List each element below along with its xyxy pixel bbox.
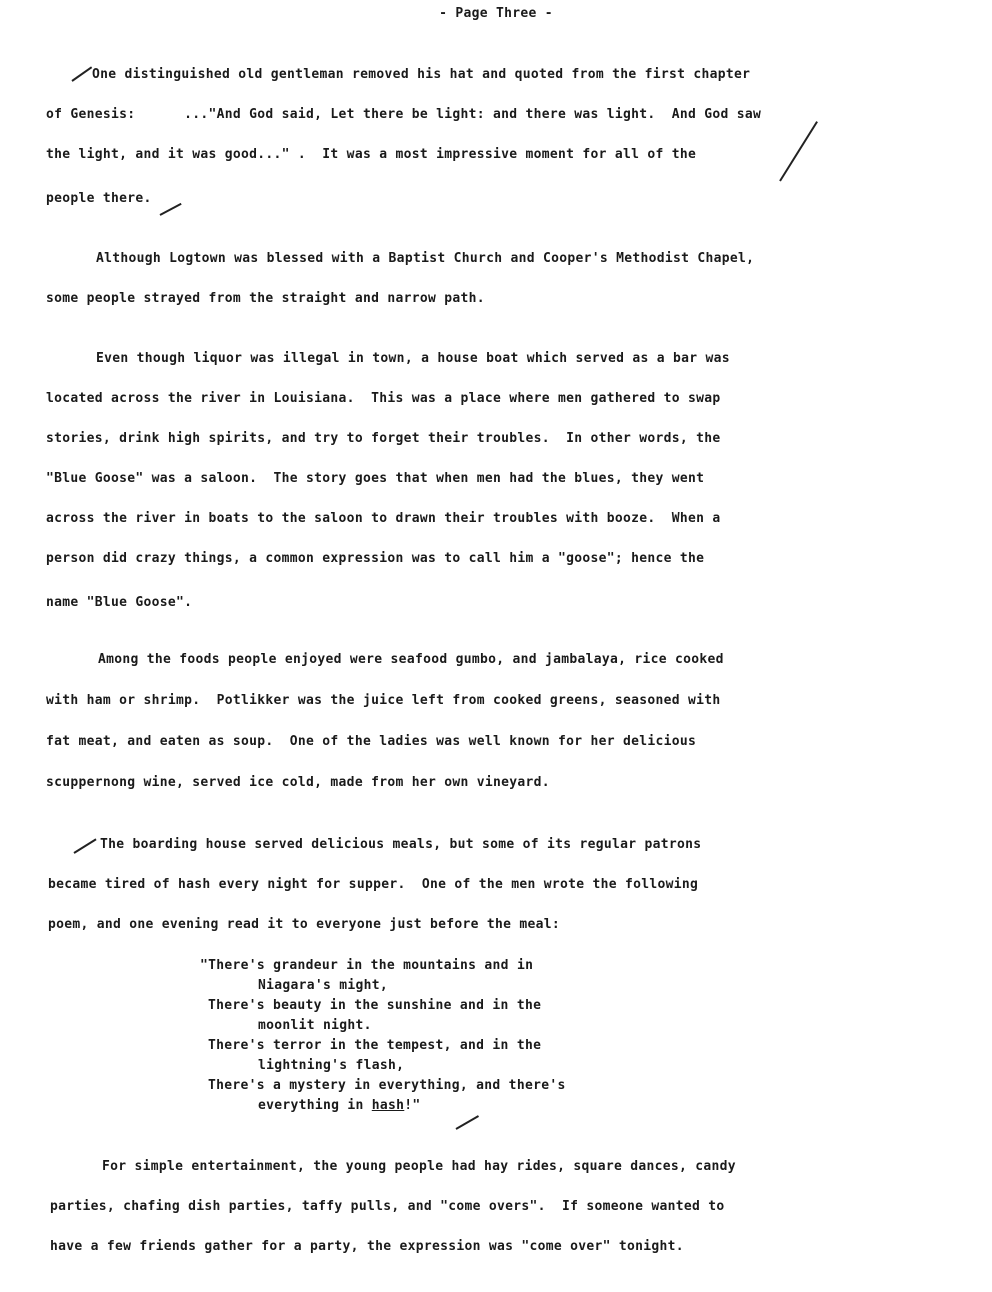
pencil-tick-mark (73, 838, 96, 853)
poem-line: "There's grandeur in the mountains and in (200, 958, 534, 973)
text-line: poem, and one evening read it to everyone just before the meal: (48, 917, 560, 932)
text-line: For simple entertainment, the young people had hay rides, square dances, candy (102, 1159, 736, 1174)
text-line: scuppernong wine, served ice cold, made from her own vineyard. (46, 775, 550, 790)
text-line: One distinguished old gentleman removed his hat and quoted from the first chapter (92, 67, 751, 82)
text-line: Even though liquor was illegal in town, a house boat which served as a bar was (96, 351, 730, 366)
pencil-tick-mark (456, 1115, 480, 1130)
poem-line (258, 1096, 421, 1116)
poem-underlined-word: hash (371, 1098, 405, 1113)
poem-line: lightning's flash, (258, 1058, 405, 1073)
text-line: located across the river in Louisiana. This was a place where men gathered to swap (46, 391, 721, 406)
pencil-tick-mark (779, 121, 818, 181)
text-line: became tired of hash every night for supper. One of the men wrote the following (48, 877, 699, 892)
text-line: fat meat, and eaten as soup. One of the ladies was well known for her delicious (46, 734, 697, 749)
pencil-tick-mark (160, 203, 182, 216)
text-line: Among the foods people enjoyed were seafood gumbo, and jambalaya, rice cooked (98, 652, 724, 667)
text-line: "Blue Goose" was a saloon. The story goes that when men had the blues, they went (46, 471, 705, 486)
text-line: person did crazy things, a common expression was to call him a "goose"; hence the (46, 551, 705, 566)
text-line: of Genesis: ..."And God said, Let there be light: and there was light. And God saw (46, 107, 762, 122)
text-line: people there. (46, 191, 152, 206)
text-line: across the river in boats to the saloon to drawn their troubles with booze. When a (46, 511, 721, 526)
text-line: name "Blue Goose". (46, 595, 193, 610)
poem-line: There's a mystery in everything, and there's (208, 1078, 566, 1093)
text-line: have a few friends gather for a party, the expression was "come over" tonight. (50, 1239, 684, 1254)
text-line: The boarding house served delicious meals, but some of its regular patrons (100, 837, 702, 852)
text-line: parties, chafing dish parties, taffy pulls, and "come overs". If someone wanted to (50, 1199, 725, 1214)
poem-line: There's beauty in the sunshine and in the (208, 998, 542, 1013)
text-line: stories, drink high spirits, and try to forget their troubles. In other words, the (46, 431, 721, 446)
text-line: Although Logtown was blessed with a Baptist Church and Cooper's Methodist Chapel, (96, 251, 755, 266)
text-line: some people strayed from the straight and narrow path. (46, 291, 485, 306)
poem-line: Niagara's might, (258, 978, 389, 993)
text-line: the light, and it was good..." . It was a most impressive moment for all of the (46, 147, 697, 162)
pencil-tick-mark (71, 66, 92, 81)
poem-line: moonlit night. (258, 1018, 372, 1033)
poem-line: There's terror in the tempest, and in the (208, 1038, 542, 1053)
page-header: - Page Three - (439, 6, 553, 21)
text-line: with ham or shrimp. Potlikker was the juice left from cooked greens, seasoned with (46, 693, 721, 708)
poem-last-prefix: everything in (258, 1098, 372, 1113)
poem-last-suffix: !" (404, 1098, 421, 1113)
